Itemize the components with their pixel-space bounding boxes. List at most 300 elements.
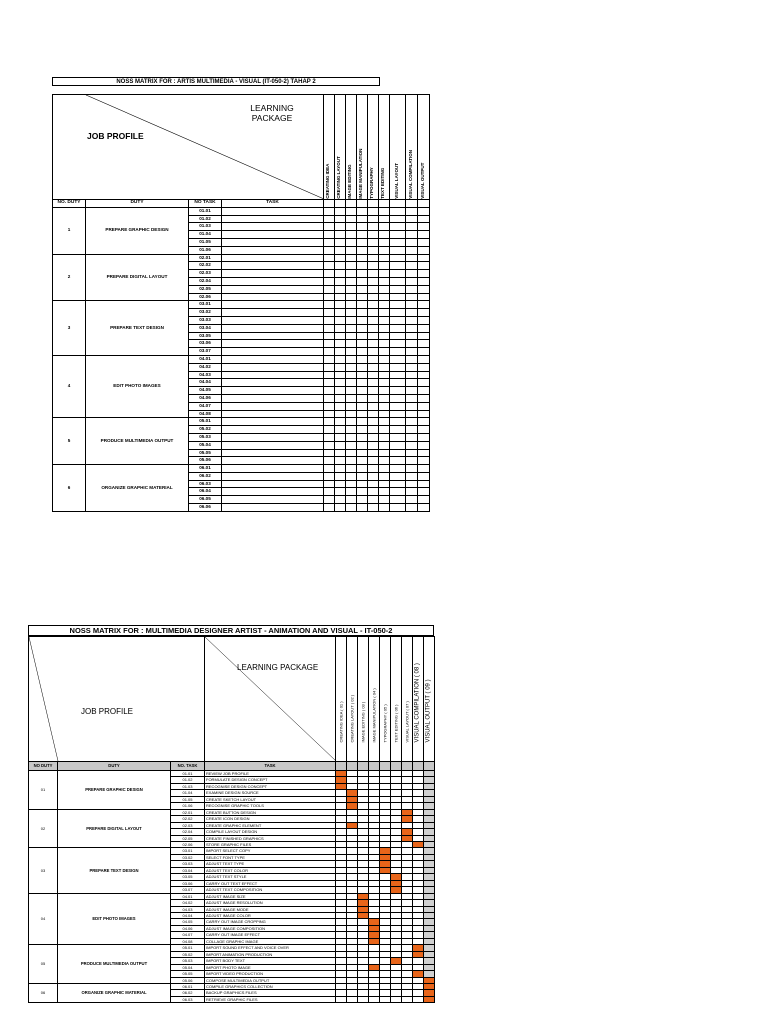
m1-task-no: 05.06 <box>189 457 222 465</box>
m1-matrix-cell <box>346 480 357 488</box>
m1-matrix-cell <box>368 472 379 480</box>
m1-matrix-cell <box>335 379 346 387</box>
m1-matrix-cell <box>357 426 368 434</box>
matrix1-table <box>52 94 430 512</box>
m2-lp-col-1 <box>347 637 358 762</box>
m1-matrix-cell <box>335 457 346 465</box>
m1-matrix-cell <box>418 316 430 324</box>
m1-h-blank <box>379 200 390 208</box>
m1-task-cell <box>222 348 324 356</box>
m1-matrix-cell <box>390 441 406 449</box>
m1-matrix-cell <box>406 324 418 332</box>
m2-lp-col-8 <box>424 637 435 762</box>
m1-matrix-cell <box>418 277 430 285</box>
m1-matrix-cell <box>346 207 357 215</box>
m1-task-cell <box>222 433 324 441</box>
m1-matrix-cell <box>346 457 357 465</box>
m1-matrix-cell <box>368 301 379 309</box>
m1-matrix-cell <box>368 231 379 239</box>
m1-matrix-cell <box>379 410 390 418</box>
m2-task-name: ADJUST TEXT TYPE <box>205 861 336 867</box>
m1-matrix-cell <box>368 504 379 512</box>
m2-task-no: 05.04 <box>171 964 205 970</box>
m2-task-no: 02.03 <box>171 822 205 828</box>
m1-task-no: 03.01 <box>189 301 222 309</box>
m1-matrix-cell <box>418 355 430 363</box>
m1-matrix-cell <box>406 387 418 395</box>
m1-matrix-cell <box>368 207 379 215</box>
m1-matrix-cell <box>346 488 357 496</box>
m1-task-no: 04.04 <box>189 379 222 387</box>
m1-matrix-cell <box>379 504 390 512</box>
m1-matrix-cell <box>418 254 430 262</box>
m2-task-no: 06.03 <box>171 996 205 1002</box>
m1-h-duty: DUTY <box>86 200 189 208</box>
m1-matrix-cell <box>335 355 346 363</box>
table-row <box>53 418 430 426</box>
m1-matrix-cell <box>368 402 379 410</box>
m1-matrix-cell <box>324 254 335 262</box>
m1-task-cell <box>222 285 324 293</box>
m1-matrix-cell <box>346 262 357 270</box>
m1-matrix-cell <box>368 215 379 223</box>
m1-matrix-cell <box>324 355 335 363</box>
m2-task-no: 05.05 <box>171 971 205 977</box>
m1-matrix-cell <box>418 293 430 301</box>
m1-task-cell <box>222 387 324 395</box>
m1-matrix-cell <box>418 449 430 457</box>
m2-task-no: 06.01 <box>171 983 205 989</box>
m2-task-name: IMPORT BODY TEXT <box>205 958 336 964</box>
m1-matrix-cell <box>346 254 357 262</box>
m1-lp-label: TYPOGRAPHY <box>369 167 375 199</box>
m1-matrix-cell <box>379 355 390 363</box>
m1-matrix-cell <box>357 324 368 332</box>
m1-matrix-cell <box>368 379 379 387</box>
m1-matrix-cell <box>357 207 368 215</box>
m1-matrix-cell <box>418 348 430 356</box>
m2-h-blank <box>424 762 435 771</box>
m1-task-no: 04.03 <box>189 371 222 379</box>
m2-h-blank <box>402 762 413 771</box>
m1-task-no: 03.07 <box>189 348 222 356</box>
m1-task-cell <box>222 231 324 239</box>
m2-lp-col-2 <box>358 637 369 762</box>
m1-matrix-cell <box>390 332 406 340</box>
m1-matrix-cell <box>390 207 406 215</box>
m2-duty-no: 02 <box>29 809 58 848</box>
m1-task-no: 01.05 <box>189 238 222 246</box>
m1-matrix-cell <box>390 418 406 426</box>
m1-matrix-cell <box>346 410 357 418</box>
m1-task-cell <box>222 293 324 301</box>
m1-task-no: 02.02 <box>189 262 222 270</box>
m2-task-name: CARRY OUT TEXT EFFECT <box>205 880 336 886</box>
m1-matrix-cell <box>335 316 346 324</box>
m1-matrix-cell <box>335 363 346 371</box>
m2-matrix-cell <box>413 996 424 1002</box>
m1-matrix-cell <box>324 480 335 488</box>
m2-h-blank <box>380 762 391 771</box>
m1-matrix-cell <box>357 387 368 395</box>
m1-matrix-cell <box>368 496 379 504</box>
m1-matrix-cell <box>368 285 379 293</box>
m2-matrix-cell <box>380 996 391 1002</box>
m1-matrix-cell <box>346 394 357 402</box>
m1-lp-col-7 <box>406 95 418 200</box>
m1-task-cell <box>222 418 324 426</box>
m2-lp-label: IMAGE EDITING ( 03 ) <box>360 701 366 743</box>
m1-matrix-cell <box>406 254 418 262</box>
m1-matrix-cell <box>418 270 430 278</box>
m1-matrix-cell <box>335 488 346 496</box>
m1-matrix-cell <box>406 402 418 410</box>
m1-matrix-cell <box>346 426 357 434</box>
m1-matrix-cell <box>418 480 430 488</box>
m1-task-no: 04.06 <box>189 394 222 402</box>
m1-matrix-cell <box>335 324 346 332</box>
m1-matrix-cell <box>368 324 379 332</box>
m1-matrix-cell <box>324 472 335 480</box>
m2-task-no: 01.04 <box>171 790 205 796</box>
m1-matrix-cell <box>368 394 379 402</box>
m1-matrix-cell <box>406 316 418 324</box>
m1-matrix-cell <box>406 418 418 426</box>
m1-matrix-cell <box>335 238 346 246</box>
m1-matrix-cell <box>406 379 418 387</box>
m2-task-no: 01.02 <box>171 777 205 783</box>
m1-task-no: 01.06 <box>189 246 222 254</box>
m2-lp-col-7 <box>413 637 424 762</box>
m2-task-no: 03.05 <box>171 874 205 880</box>
m2-task-name: ADJUST IMAGE SIZE <box>205 893 336 899</box>
m1-task-no: 06.05 <box>189 496 222 504</box>
m1-matrix-cell <box>390 371 406 379</box>
m1-matrix-cell <box>324 262 335 270</box>
m1-matrix-cell <box>406 270 418 278</box>
m1-matrix-cell <box>379 277 390 285</box>
m1-task-no: 04.01 <box>189 355 222 363</box>
m1-matrix-cell <box>324 496 335 504</box>
m1-matrix-cell <box>346 504 357 512</box>
m1-matrix-cell <box>406 488 418 496</box>
m1-matrix-cell <box>390 270 406 278</box>
m1-h-no-duty: NO. DUTY <box>53 200 86 208</box>
m1-matrix-cell <box>406 301 418 309</box>
m1-matrix-cell <box>418 371 430 379</box>
m2-duty-no: 06 <box>29 983 58 1002</box>
m1-matrix-cell <box>357 301 368 309</box>
m2-task-name: COMPILE LAYOUT DESIGN <box>205 829 336 835</box>
m1-matrix-cell <box>357 418 368 426</box>
m1-matrix-cell <box>324 433 335 441</box>
m1-matrix-cell <box>346 387 357 395</box>
m1-matrix-cell <box>368 426 379 434</box>
m1-matrix-cell <box>335 231 346 239</box>
m1-h-blank <box>406 200 418 208</box>
m1-matrix-cell <box>357 231 368 239</box>
m1-matrix-cell <box>390 457 406 465</box>
m1-matrix-cell <box>335 285 346 293</box>
m1-matrix-cell <box>368 254 379 262</box>
m1-matrix-cell <box>379 246 390 254</box>
m1-matrix-cell <box>368 348 379 356</box>
m1-matrix-cell <box>368 363 379 371</box>
matrix2-title: NOSS MATRIX FOR : MULTIMEDIA DESIGNER ARTIST - ANIMATION AND VISUAL - IT-050-2 <box>28 625 434 636</box>
m2-task-name: ADJUST IMAGE COLOR <box>205 912 336 918</box>
m1-matrix-cell <box>357 355 368 363</box>
m1-lp-col-3 <box>357 95 368 200</box>
m1-matrix-cell <box>324 465 335 473</box>
m1-matrix-cell <box>406 332 418 340</box>
m1-matrix-cell <box>390 472 406 480</box>
m1-matrix-cell <box>335 441 346 449</box>
m1-matrix-cell <box>390 504 406 512</box>
m1-matrix-cell <box>418 465 430 473</box>
m1-lp-label: TEXT EDITING <box>380 167 386 199</box>
m1-matrix-cell <box>357 394 368 402</box>
m2-task-no: 02.01 <box>171 809 205 815</box>
m2-task-name: COLLAGE GRAPHIC IMAGE <box>205 938 336 944</box>
m1-task-no: 04.07 <box>189 402 222 410</box>
m1-matrix-cell <box>390 363 406 371</box>
m2-task-no: 02.06 <box>171 841 205 847</box>
m1-task-cell <box>222 332 324 340</box>
m1-matrix-cell <box>324 426 335 434</box>
m1-matrix-cell <box>335 472 346 480</box>
m2-duty-name: PREPARE GRAPHIC DESIGN <box>58 771 171 810</box>
m1-matrix-cell <box>324 277 335 285</box>
m1-task-no: 03.05 <box>189 332 222 340</box>
m1-matrix-cell <box>335 418 346 426</box>
m1-matrix-cell <box>390 340 406 348</box>
m1-matrix-cell <box>357 410 368 418</box>
m1-matrix-cell <box>390 215 406 223</box>
m1-task-no: 05.03 <box>189 433 222 441</box>
m1-matrix-cell <box>368 340 379 348</box>
m1-matrix-cell <box>324 457 335 465</box>
m2-h-blank <box>336 762 347 771</box>
m2-task-name: SELECT FONT TYPE <box>205 854 336 860</box>
m1-matrix-cell <box>406 433 418 441</box>
m1-matrix-cell <box>324 231 335 239</box>
m1-matrix-cell <box>368 488 379 496</box>
m1-duty-name: EDIT PHOTO IMAGES <box>86 355 189 417</box>
m1-matrix-cell <box>390 254 406 262</box>
m1-matrix-cell <box>335 410 346 418</box>
m1-matrix-cell <box>379 301 390 309</box>
m1-matrix-cell <box>379 488 390 496</box>
m1-matrix-cell <box>335 301 346 309</box>
m1-h-blank <box>368 200 379 208</box>
m1-matrix-cell <box>379 426 390 434</box>
m1-matrix-cell <box>346 238 357 246</box>
m1-matrix-cell <box>324 348 335 356</box>
m1-matrix-cell <box>379 270 390 278</box>
m2-task-no: 02.04 <box>171 829 205 835</box>
m1-matrix-cell <box>379 449 390 457</box>
m1-matrix-cell <box>418 394 430 402</box>
m2-lp-label: CREATING LAYOUT ( 02 ) <box>349 694 355 743</box>
m1-matrix-cell <box>335 246 346 254</box>
m1-matrix-cell <box>346 301 357 309</box>
m1-matrix-cell <box>379 324 390 332</box>
m2-lp-col-4 <box>380 637 391 762</box>
m1-matrix-cell <box>390 394 406 402</box>
m1-matrix-cell <box>324 387 335 395</box>
m1-duty-no: 2 <box>53 254 86 301</box>
m1-matrix-cell <box>368 293 379 301</box>
m1-lp-col-6 <box>390 95 406 200</box>
m1-lp-col-1 <box>335 95 346 200</box>
m2-h-task: TASK <box>205 762 336 771</box>
m1-matrix-cell <box>357 363 368 371</box>
m1-matrix-cell <box>418 426 430 434</box>
m1-matrix-cell <box>357 332 368 340</box>
m2-lp-col-3 <box>369 637 380 762</box>
m1-matrix-cell <box>406 223 418 231</box>
m1-matrix-cell <box>324 309 335 317</box>
m1-matrix-cell <box>324 301 335 309</box>
m1-task-no: 04.08 <box>189 410 222 418</box>
m1-matrix-cell <box>324 332 335 340</box>
m1-matrix-cell <box>346 246 357 254</box>
m2-task-no: 03.02 <box>171 854 205 860</box>
m1-matrix-cell <box>406 426 418 434</box>
m2-task-name: COMPOSE MULTIMEDIA OUTPUT <box>205 977 336 983</box>
m1-matrix-cell <box>418 402 430 410</box>
m1-matrix-cell <box>390 465 406 473</box>
m1-matrix-cell <box>379 223 390 231</box>
m1-matrix-cell <box>418 262 430 270</box>
m2-task-no: 03.06 <box>171 880 205 886</box>
m1-duty-name: ORGANIZE GRAPHIC MATERIAL <box>86 465 189 512</box>
m1-matrix-cell <box>335 504 346 512</box>
m1-task-cell <box>222 472 324 480</box>
m1-matrix-cell <box>406 410 418 418</box>
m2-matrix-cell <box>358 996 369 1002</box>
m1-matrix-cell <box>390 223 406 231</box>
m2-task-name: CARRY OUT IMAGE CROPPING <box>205 919 336 925</box>
m1-matrix-cell <box>324 441 335 449</box>
m1-matrix-cell <box>346 223 357 231</box>
m1-matrix-cell <box>368 387 379 395</box>
m1-matrix-cell <box>406 348 418 356</box>
m1-task-no: 05.02 <box>189 426 222 434</box>
m2-task-name: IMPORT VIDEO PRODUCTION <box>205 971 336 977</box>
m1-matrix-cell <box>418 301 430 309</box>
m1-matrix-cell <box>357 238 368 246</box>
m1-matrix-cell <box>390 410 406 418</box>
m2-task-name: STORE GRAPHIC FILES <box>205 841 336 847</box>
m1-matrix-cell <box>346 348 357 356</box>
m1-matrix-cell <box>346 379 357 387</box>
m1-matrix-cell <box>357 488 368 496</box>
m2-h-duty: DUTY <box>58 762 171 771</box>
m1-matrix-cell <box>379 371 390 379</box>
m1-matrix-cell <box>390 355 406 363</box>
m1-matrix-cell <box>379 496 390 504</box>
m1-matrix-cell <box>368 480 379 488</box>
m2-duty-no: 04 <box>29 893 58 945</box>
m1-matrix-cell <box>418 457 430 465</box>
m2-matrix-cell <box>336 996 347 1002</box>
m1-matrix-cell <box>390 496 406 504</box>
m1-matrix-cell <box>324 270 335 278</box>
m1-matrix-cell <box>390 285 406 293</box>
m2-task-name: ADJUST TEXT STYLE <box>205 874 336 880</box>
m2-h-blank <box>369 762 380 771</box>
m1-matrix-cell <box>390 426 406 434</box>
m1-matrix-cell <box>324 410 335 418</box>
m1-matrix-cell <box>335 394 346 402</box>
m1-matrix-cell <box>390 387 406 395</box>
m1-matrix-cell <box>346 293 357 301</box>
m1-lp-label: CREATING LAYOUT <box>336 156 342 199</box>
matrix2-table <box>28 636 435 1003</box>
m2-duty-name: PREPARE TEXT DESIGN <box>58 848 171 893</box>
m1-task-cell <box>222 238 324 246</box>
m1-matrix-cell <box>379 472 390 480</box>
m1-matrix-cell <box>346 363 357 371</box>
m1-matrix-cell <box>406 285 418 293</box>
m1-lp-label: VISUAL COMPILATION <box>407 150 413 199</box>
m1-matrix-cell <box>379 348 390 356</box>
m1-matrix-cell <box>406 262 418 270</box>
m1-matrix-cell <box>357 340 368 348</box>
m1-matrix-cell <box>368 433 379 441</box>
m1-matrix-cell <box>335 262 346 270</box>
m1-matrix-cell <box>357 277 368 285</box>
m1-lp-label: IMAGE MANIPULATION <box>358 148 364 199</box>
m2-task-no: 03.03 <box>171 861 205 867</box>
m1-matrix-cell <box>357 285 368 293</box>
m1-matrix-cell <box>406 496 418 504</box>
m1-matrix-cell <box>379 465 390 473</box>
m1-matrix-cell <box>418 504 430 512</box>
m2-task-name: IMPORT PHOTO IMAGE <box>205 964 336 970</box>
m1-matrix-cell <box>324 394 335 402</box>
m1-matrix-cell <box>379 254 390 262</box>
m2-task-no: 04.03 <box>171 906 205 912</box>
m2-task-no: 04.06 <box>171 925 205 931</box>
m1-duty-no: 4 <box>53 355 86 417</box>
m1-matrix-cell <box>324 324 335 332</box>
m1-h-blank <box>390 200 406 208</box>
m1-column-headers <box>53 200 430 208</box>
m1-matrix-cell <box>390 277 406 285</box>
m1-matrix-cell <box>368 355 379 363</box>
m1-matrix-cell <box>379 293 390 301</box>
m1-task-no: 03.04 <box>189 324 222 332</box>
m2-task-no: 05.06 <box>171 977 205 983</box>
m1-matrix-cell <box>357 496 368 504</box>
m1-task-no: 03.03 <box>189 316 222 324</box>
m1-header-block <box>53 95 430 200</box>
m1-matrix-cell <box>418 207 430 215</box>
m1-matrix-cell <box>406 480 418 488</box>
m2-h-blank <box>391 762 402 771</box>
m1-matrix-cell <box>379 316 390 324</box>
m1-task-cell <box>222 340 324 348</box>
m2-lp-label: VISUAL OUTPUT ( 09 ) <box>425 679 432 743</box>
m1-duty-name: PREPARE DIGITAL LAYOUT <box>86 254 189 301</box>
m1-matrix-cell <box>368 332 379 340</box>
m1-matrix-cell <box>406 449 418 457</box>
m1-matrix-cell <box>390 262 406 270</box>
m1-profile-cell <box>53 95 324 200</box>
m1-task-no: 04.02 <box>189 363 222 371</box>
